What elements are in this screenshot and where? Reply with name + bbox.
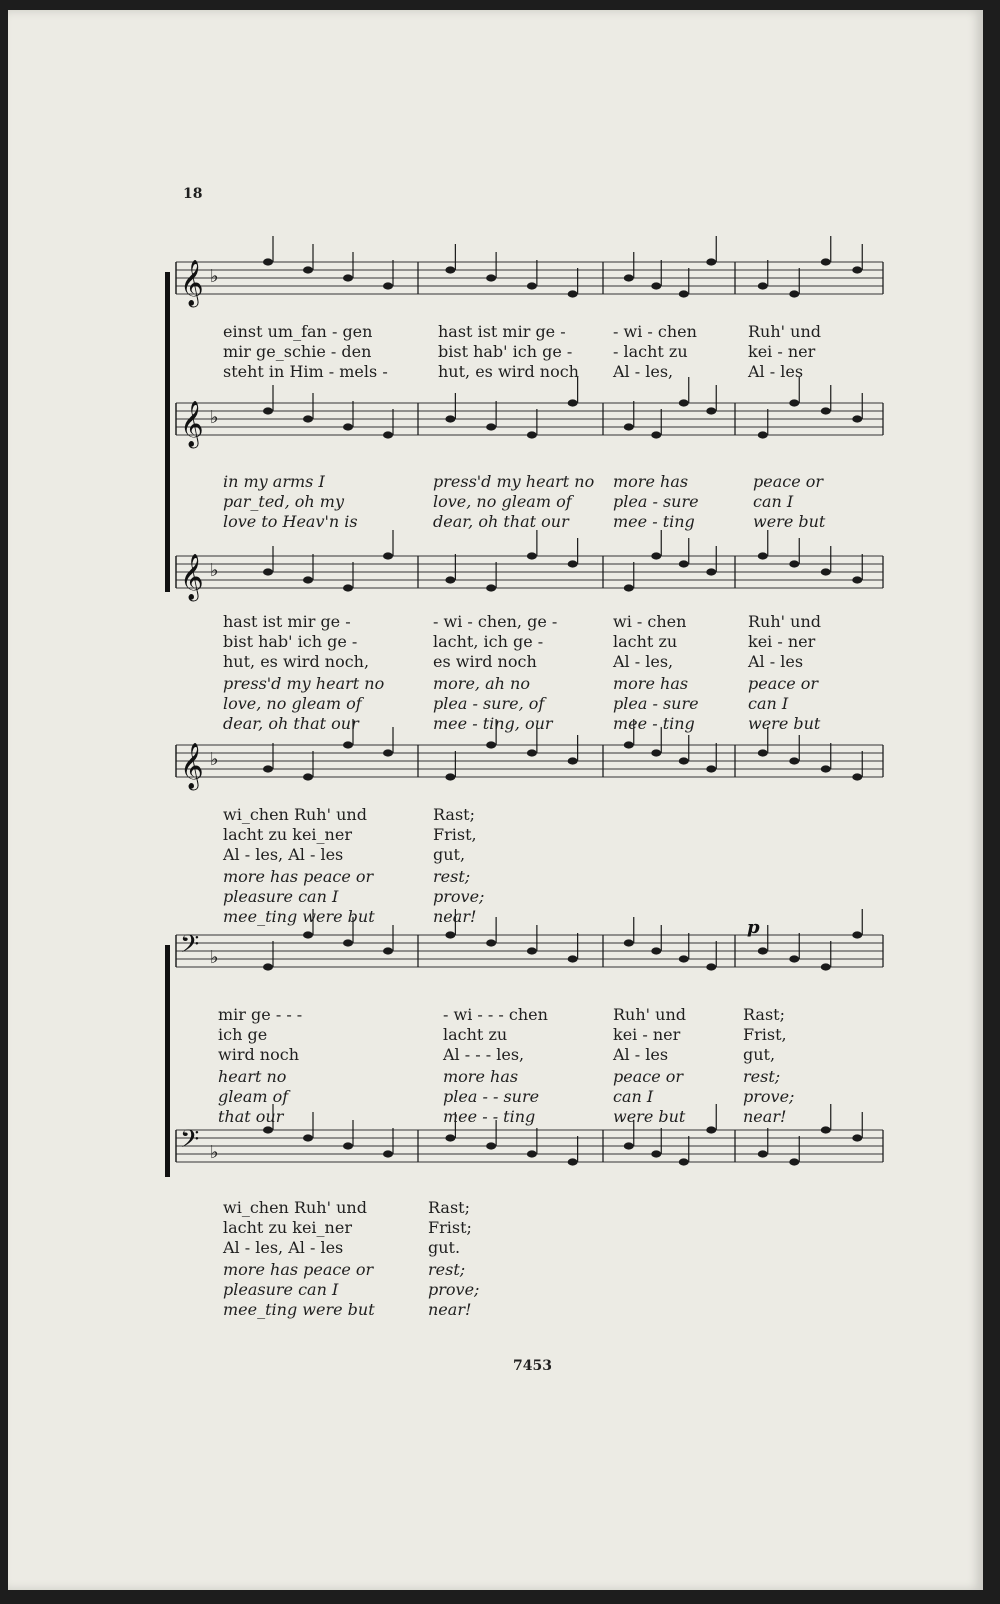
bass-clef: 𝄢	[180, 930, 200, 965]
notehead	[706, 258, 716, 265]
lyric-line: es wird noch	[433, 652, 537, 671]
notehead	[679, 757, 689, 764]
lyric-line-english: that our	[218, 1107, 284, 1126]
lyric-line: Al - les	[748, 652, 804, 671]
system-bracket	[165, 945, 170, 1177]
lyric-line-english: prove;	[428, 1280, 480, 1299]
lyric-line: bist hab' ich ge -	[438, 342, 573, 361]
lyric-line: Al - les,	[613, 652, 674, 671]
notehead	[651, 1150, 661, 1157]
notehead	[303, 1134, 313, 1141]
notehead	[789, 560, 799, 567]
lyric-line-english: can I	[748, 694, 789, 713]
lyric-line-english: near!	[433, 907, 477, 926]
lyric-line: - wi - chen, ge -	[433, 612, 558, 631]
key-signature-flat: ♭	[210, 749, 219, 770]
notehead	[527, 749, 537, 756]
notehead	[527, 431, 537, 438]
notehead	[445, 931, 455, 938]
notehead	[852, 773, 862, 780]
lyric-cell	[613, 322, 697, 382]
notehead	[651, 947, 661, 954]
lyric-line-english: plea - sure, of	[433, 694, 545, 713]
notehead	[568, 1158, 578, 1165]
lyric-line-english: more, ah no	[433, 674, 530, 693]
lyric-line-english: dear, oh that our	[223, 714, 359, 733]
lyric-cell	[428, 1198, 472, 1258]
lyric-line-english: press'd my heart no	[223, 674, 385, 693]
lyric-line: einst um_fan - gen	[223, 322, 373, 341]
lyric-cell-english	[223, 1260, 375, 1320]
lyric-line: Al - les, Al - les	[223, 1238, 344, 1257]
notehead	[789, 955, 799, 962]
notehead	[821, 568, 831, 575]
lyric-line: - wi - - - chen	[443, 1005, 548, 1024]
lyric-line-english: mee - ting	[613, 512, 695, 531]
notehead	[486, 274, 496, 281]
lyric-cell	[218, 1005, 302, 1065]
treble-clef: 𝄞	[180, 260, 204, 306]
lyric-line-english: more has peace or	[223, 1260, 374, 1279]
notehead	[445, 576, 455, 583]
notehead	[679, 290, 689, 297]
lyric-line: hut, es wird noch,	[223, 652, 370, 671]
lyric-line-english: near!	[743, 1107, 787, 1126]
lyric-line-english: rest;	[428, 1260, 466, 1279]
notehead	[651, 749, 661, 756]
notehead	[568, 955, 578, 962]
lyric-line: Ruh' und	[613, 1005, 686, 1024]
lyric-line-english: more has	[443, 1067, 519, 1086]
lyric-line: Al - les,	[613, 362, 674, 381]
lyric-line-english: prove;	[433, 887, 485, 906]
notehead	[343, 741, 353, 748]
lyric-line-english: rest;	[743, 1067, 781, 1086]
lyric-line-english: love, no gleam of	[433, 492, 572, 511]
notehead	[263, 963, 273, 970]
notehead	[486, 741, 496, 748]
lyric-line-english: mee_ting were but	[223, 907, 375, 926]
lyric-cell-english	[218, 1067, 288, 1127]
notehead	[706, 765, 716, 772]
notehead	[758, 947, 768, 954]
notehead	[303, 773, 313, 780]
notehead	[527, 1150, 537, 1157]
lyric-line-english: in my arms I	[223, 472, 325, 491]
treble-clef: 𝄞	[180, 554, 204, 600]
dynamic-marking: p	[747, 917, 760, 938]
lyric-cell	[433, 805, 477, 865]
lyric-line-english: peace or	[753, 472, 824, 491]
notehead	[852, 1134, 862, 1141]
lyric-line: Rast;	[743, 1005, 785, 1024]
lyric-line: lacht zu kei_ner	[223, 825, 352, 844]
notehead	[568, 399, 578, 406]
lyric-line: lacht zu	[443, 1025, 508, 1044]
lyric-line: ich ge	[218, 1025, 268, 1044]
key-signature-flat: ♭	[210, 266, 219, 287]
lyric-line-english: love, no gleam of	[223, 694, 362, 713]
lyric-line: Al - les, Al - les	[223, 845, 344, 864]
notehead	[486, 584, 496, 591]
lyric-cell	[223, 612, 369, 672]
lyric-line: kei - ner	[748, 342, 816, 361]
score-page	[8, 10, 983, 1590]
lyric-line-english: more has peace or	[223, 867, 374, 886]
notehead	[445, 415, 455, 422]
lyric-cell-english	[613, 1067, 685, 1127]
notehead	[263, 765, 273, 772]
lyric-cell	[743, 1005, 787, 1065]
notehead	[679, 560, 689, 567]
lyric-line: Rast;	[433, 805, 475, 824]
notehead	[789, 290, 799, 297]
notehead	[789, 1158, 799, 1165]
key-signature-flat: ♭	[210, 560, 219, 581]
lyric-line-english: were but	[753, 512, 826, 531]
notehead	[383, 749, 393, 756]
notehead	[789, 399, 799, 406]
lyric-cell	[748, 612, 821, 672]
lyric-line: mir ge - - -	[218, 1005, 303, 1024]
lyric-line: - wi - chen	[613, 322, 697, 341]
lyric-cell-english	[433, 867, 484, 927]
lyric-line: Frist,	[743, 1025, 787, 1044]
lyric-cell-english	[443, 1067, 539, 1127]
lyric-line: Al - les	[613, 1045, 669, 1064]
lyric-line-english: mee - ting	[613, 714, 695, 733]
lyric-line-english: can I	[753, 492, 794, 511]
lyric-line-english: love to Heav'n is	[223, 512, 358, 531]
notehead	[624, 584, 634, 591]
notehead	[651, 552, 661, 559]
notehead	[383, 947, 393, 954]
notehead	[527, 282, 537, 289]
lyric-cell	[748, 322, 821, 382]
lyric-line: hast ist mir ge -	[223, 612, 351, 631]
notehead	[679, 1158, 689, 1165]
notehead	[445, 1134, 455, 1141]
notehead	[445, 773, 455, 780]
notehead	[789, 757, 799, 764]
lyric-line-english: mee - ting, our	[433, 714, 553, 733]
notehead	[624, 741, 634, 748]
lyric-line-english: pleasure can I	[223, 887, 339, 906]
lyric-line: lacht, ich ge -	[433, 632, 544, 651]
notehead	[758, 431, 768, 438]
lyric-cell	[223, 805, 367, 865]
lyric-line-english: dear, oh that our	[433, 512, 569, 531]
notehead	[263, 1126, 273, 1133]
notehead	[852, 266, 862, 273]
notehead	[383, 1150, 393, 1157]
notehead	[758, 282, 768, 289]
lyric-line: mir ge_schie - den	[223, 342, 372, 361]
lyric-line-english: mee_ting were but	[223, 1300, 375, 1319]
notehead	[706, 568, 716, 575]
key-signature-flat: ♭	[210, 1142, 219, 1163]
lyric-line-english: pleasure can I	[223, 1280, 339, 1299]
notehead	[568, 290, 578, 297]
notehead	[651, 431, 661, 438]
notehead	[343, 423, 353, 430]
notehead	[486, 1142, 496, 1149]
notehead	[679, 955, 689, 962]
notehead	[303, 266, 313, 273]
score-notation	[8, 10, 983, 1590]
lyric-cell-english	[433, 674, 553, 734]
notehead	[486, 423, 496, 430]
lyric-cell	[613, 1005, 686, 1065]
notehead	[486, 939, 496, 946]
key-signature-flat: ♭	[210, 947, 219, 968]
lyric-line-english: press'd my heart no	[433, 472, 595, 491]
lyric-cell	[433, 612, 557, 672]
lyric-line: bist hab' ich ge -	[223, 632, 358, 651]
notehead	[568, 757, 578, 764]
notehead	[624, 274, 634, 281]
notehead	[821, 963, 831, 970]
treble-clef: 𝄞	[180, 743, 204, 789]
lyric-cell	[223, 1198, 367, 1258]
notehead	[821, 765, 831, 772]
notehead	[624, 1142, 634, 1149]
lyric-line-english: plea - - sure	[443, 1087, 540, 1106]
notehead	[383, 431, 393, 438]
lyric-line-english: were but	[613, 1107, 686, 1126]
lyric-line-english: more has	[613, 472, 689, 491]
notehead	[568, 560, 578, 567]
notehead	[758, 749, 768, 756]
lyric-cell-english	[753, 472, 825, 532]
lyric-line: Rast;	[428, 1198, 470, 1217]
notehead	[383, 552, 393, 559]
notehead	[821, 407, 831, 414]
lyric-cell-english	[428, 1260, 479, 1320]
lyric-cell-english	[433, 472, 594, 532]
page-number: 18	[183, 186, 203, 202]
notehead	[343, 584, 353, 591]
lyric-cell	[438, 322, 579, 382]
notehead	[383, 282, 393, 289]
lyric-line-english: peace or	[613, 1067, 684, 1086]
lyric-line: Al - - - les,	[443, 1045, 525, 1064]
notehead	[821, 1126, 831, 1133]
notehead	[263, 258, 273, 265]
lyric-cell-english	[223, 674, 384, 734]
lyric-line: gut,	[743, 1045, 776, 1064]
notehead	[303, 576, 313, 583]
notehead	[343, 1142, 353, 1149]
bass-clef: 𝄢	[180, 1125, 200, 1160]
lyric-line: kei - ner	[748, 632, 816, 651]
notehead	[651, 282, 661, 289]
lyric-line: Ruh' und	[748, 612, 821, 631]
notehead	[624, 939, 634, 946]
lyric-line: wird noch	[218, 1045, 299, 1064]
notehead	[527, 947, 537, 954]
lyric-line: - lacht zu	[613, 342, 688, 361]
lyric-line-english: near!	[428, 1300, 472, 1319]
lyric-line: lacht zu kei_ner	[223, 1218, 352, 1237]
notehead	[343, 939, 353, 946]
lyric-cell-english	[743, 1067, 794, 1127]
notehead	[527, 552, 537, 559]
notehead	[852, 415, 862, 422]
lyric-line: Al - les	[748, 362, 804, 381]
notehead	[303, 415, 313, 422]
lyric-line-english: plea - sure	[613, 694, 699, 713]
notehead	[706, 1126, 716, 1133]
treble-clef: 𝄞	[180, 401, 204, 447]
lyric-cell-english	[223, 867, 375, 927]
lyric-line: kei - ner	[613, 1025, 681, 1044]
lyric-line-english: heart no	[218, 1067, 287, 1086]
lyric-cell-english	[223, 472, 358, 532]
lyric-cell-english	[613, 674, 699, 734]
lyric-line: wi_chen Ruh' und	[223, 1198, 367, 1217]
lyric-line-english: plea - sure	[613, 492, 699, 511]
lyric-line: hast ist mir ge -	[438, 322, 566, 341]
plate-number: 7453	[513, 1358, 552, 1374]
lyric-line: steht in Him - mels -	[223, 362, 388, 381]
system-bracket	[165, 272, 170, 592]
lyric-line: gut.	[428, 1238, 461, 1257]
key-signature-flat: ♭	[210, 407, 219, 428]
lyric-line: Ruh' und	[748, 322, 821, 341]
notehead	[758, 1150, 768, 1157]
lyric-line-english: peace or	[748, 674, 819, 693]
notehead	[679, 399, 689, 406]
notehead	[303, 931, 313, 938]
notehead	[624, 423, 634, 430]
notehead	[343, 274, 353, 281]
lyric-line: gut,	[433, 845, 466, 864]
lyric-line-english: were but	[748, 714, 821, 733]
notehead	[706, 407, 716, 414]
notehead	[263, 407, 273, 414]
lyric-cell	[613, 612, 686, 672]
lyric-cell-english	[748, 674, 820, 734]
lyric-line-english: more has	[613, 674, 689, 693]
lyric-line-english: prove;	[743, 1087, 795, 1106]
notehead	[852, 576, 862, 583]
notehead	[821, 258, 831, 265]
notehead	[445, 266, 455, 273]
lyric-line: Frist,	[433, 825, 477, 844]
notehead	[852, 931, 862, 938]
notehead	[263, 568, 273, 575]
lyric-line: Frist;	[428, 1218, 472, 1237]
lyric-line-english: par_ted, oh my	[223, 492, 344, 511]
lyric-line: wi_chen Ruh' und	[223, 805, 367, 824]
lyric-line: wi - chen	[613, 612, 687, 631]
lyric-cell	[443, 1005, 548, 1065]
lyric-cell	[223, 322, 388, 382]
lyric-line-english: rest;	[433, 867, 471, 886]
lyric-cell-english	[613, 472, 699, 532]
notehead	[706, 963, 716, 970]
lyric-line-english: mee - - ting	[443, 1107, 536, 1126]
lyric-line-english: can I	[613, 1087, 654, 1106]
lyric-line: lacht zu	[613, 632, 678, 651]
notehead	[758, 552, 768, 559]
lyric-line: hut, es wird noch	[438, 362, 579, 381]
lyric-line-english: gleam of	[218, 1087, 289, 1106]
